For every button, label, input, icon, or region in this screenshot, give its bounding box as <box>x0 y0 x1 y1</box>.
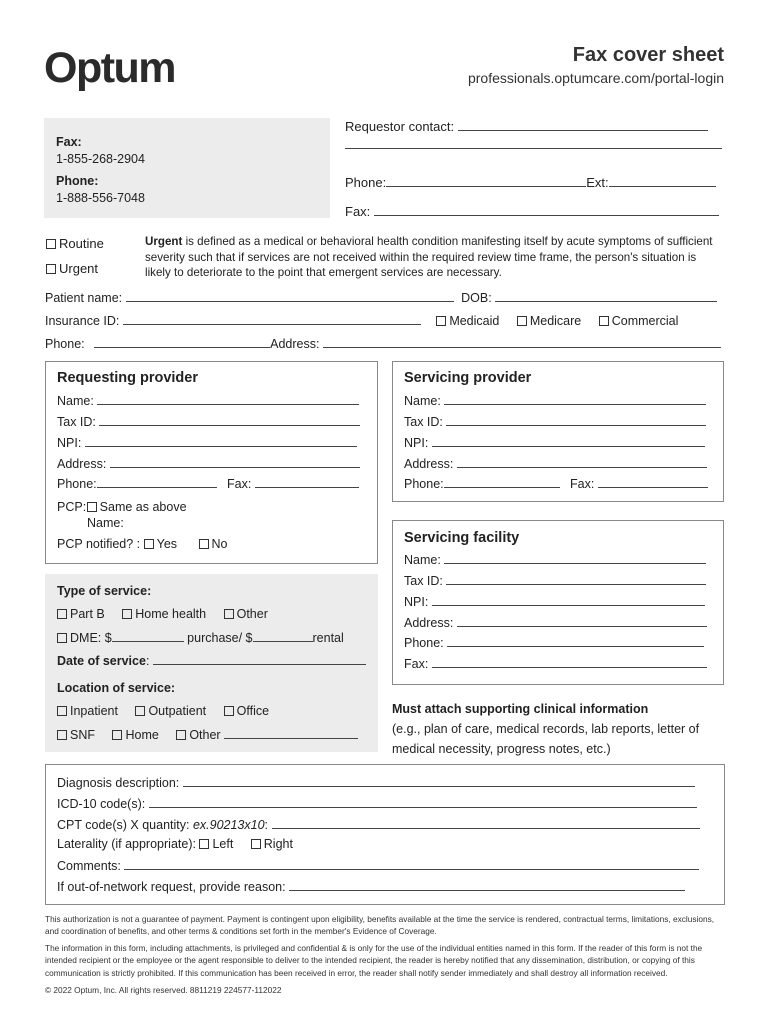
phone-number: 1-888-556-7048 <box>56 191 145 205</box>
pcp-name-label: Name: <box>87 516 124 530</box>
requestor-contact-label: Requestor contact: <box>345 119 455 134</box>
pcp-yes-option[interactable]: Yes <box>144 537 177 551</box>
servicing-facility-heading: Servicing facility <box>404 530 520 546</box>
rp-address-field[interactable] <box>110 456 360 468</box>
home-option[interactable]: Home <box>112 728 158 742</box>
other-location-field[interactable] <box>224 727 358 739</box>
sf-taxid-label: Tax ID: <box>404 574 443 588</box>
patient-name-field[interactable] <box>126 290 454 302</box>
laterality-left-option[interactable]: Left <box>199 837 233 851</box>
comments-label: Comments: <box>57 859 121 873</box>
purchase-label: purchase/ $ <box>187 631 253 645</box>
page-title: Fax cover sheet <box>572 44 724 66</box>
patient-address-label: Address: <box>270 337 320 351</box>
rp-fax-field[interactable] <box>255 476 359 488</box>
rp-name-field[interactable] <box>97 393 359 405</box>
sf-address-label: Address: <box>404 616 454 630</box>
sp-name-field[interactable] <box>444 393 706 405</box>
rp-phone-field[interactable] <box>97 476 217 488</box>
sf-taxid-field[interactable] <box>446 573 706 585</box>
sf-fax-label: Fax: <box>404 657 429 671</box>
other-service-option[interactable]: Other <box>224 607 268 621</box>
sf-fax-field[interactable] <box>432 656 707 668</box>
sp-name-label: Name: <box>404 394 441 408</box>
dme-label: DME: $ <box>70 631 112 645</box>
oon-label: If out-of-network request, provide reason: <box>57 880 286 894</box>
location-of-service-heading: Location of service: <box>57 681 176 695</box>
commercial-checkbox[interactable] <box>599 316 609 326</box>
pcp-no-checkbox[interactable] <box>199 539 209 549</box>
servicing-provider-heading: Servicing provider <box>404 370 532 386</box>
requestor-phone-field[interactable] <box>386 175 586 187</box>
urgent-checkbox[interactable] <box>46 264 56 274</box>
other-service-checkbox[interactable] <box>224 609 234 619</box>
footer-disclaimer-1: This authorization is not a guarantee of payment. Payment is contingent upon eligibility, benefits available at the time the service is rendered, contractual terms, limitations, exclusions, and coordination of benefits, and other terms & conditions set forth in the member's Evidence of Coverage. <box>45 914 715 937</box>
outpatient-checkbox[interactable] <box>135 706 145 716</box>
date-of-service-field[interactable] <box>153 653 366 665</box>
requestor-contact-line2[interactable] <box>345 148 722 149</box>
diagnosis-field[interactable] <box>183 775 695 787</box>
pcp-same-option[interactable]: Same as above <box>90 500 187 514</box>
sf-address-field[interactable] <box>457 615 707 627</box>
rp-taxid-label: Tax ID: <box>57 415 96 429</box>
patient-phone-field[interactable] <box>94 336 270 348</box>
patient-phone-label: Phone: <box>45 337 85 351</box>
laterality-label: Laterality (if appropriate): <box>57 837 196 851</box>
snf-checkbox[interactable] <box>57 730 67 740</box>
fax-number: 1-855-268-2904 <box>56 152 145 166</box>
requestor-ext-label: Ext: <box>586 175 609 190</box>
inpatient-option[interactable]: Inpatient <box>57 704 118 718</box>
requestor-ext-field[interactable] <box>609 175 716 187</box>
sf-phone-field[interactable] <box>447 635 704 647</box>
oon-field[interactable] <box>289 879 685 891</box>
rp-phone-label: Phone: <box>57 477 97 491</box>
pcp-yes-checkbox[interactable] <box>144 539 154 549</box>
pcp-no-option[interactable]: No <box>199 537 228 551</box>
sp-phone-label: Phone: <box>404 477 444 491</box>
pcp-label: PCP: <box>57 500 87 514</box>
cpt-example: ex.90213x10 <box>192 818 265 832</box>
laterality-right-checkbox[interactable] <box>251 839 261 849</box>
laterality-right-option[interactable]: Right <box>251 837 293 851</box>
comments-field[interactable] <box>124 858 699 870</box>
office-checkbox[interactable] <box>224 706 234 716</box>
dob-field[interactable] <box>495 290 717 302</box>
date-of-service-heading: Date of service <box>57 654 146 668</box>
other-location-option[interactable]: Other <box>176 728 220 742</box>
urgent-definition: Urgent is defined as a medical or behavioral health condition manifesting itself by acute symptoms of sufficient severity such that if services are not received within the required review time frame, the person's situation is likely to deteriorate to the point that emergent services are necessary. <box>145 235 713 279</box>
attach-note: Must attach supporting clinical information (e.g., plan of care, medical records, lab reports, letter of medical necessity, progress notes, etc.) <box>392 702 700 756</box>
home-health-option[interactable]: Home health <box>122 607 206 621</box>
inpatient-checkbox[interactable] <box>57 706 67 716</box>
medicaid-checkbox[interactable] <box>436 316 446 326</box>
sf-name-label: Name: <box>404 553 441 567</box>
home-health-checkbox[interactable] <box>122 609 132 619</box>
sf-npi-field[interactable] <box>432 594 705 606</box>
medicare-option[interactable]: Medicare <box>517 314 581 328</box>
urgent-label: Urgent <box>59 261 99 276</box>
patient-name-label: Patient name: <box>45 291 123 305</box>
office-option[interactable]: Office <box>224 704 269 718</box>
sp-fax-label: Fax: <box>570 477 595 491</box>
icd10-field[interactable] <box>149 796 697 808</box>
optum-logo: Optum <box>44 44 176 92</box>
rp-fax-label: Fax: <box>227 477 252 491</box>
sp-npi-field[interactable] <box>432 435 705 447</box>
medicaid-option[interactable]: Medicaid <box>436 314 499 328</box>
rp-taxid-field[interactable] <box>99 414 360 426</box>
insurance-id-field[interactable] <box>123 313 421 325</box>
sp-address-label: Address: <box>404 457 454 471</box>
dob-label: DOB: <box>461 291 492 305</box>
sf-name-field[interactable] <box>444 552 706 564</box>
sf-npi-label: NPI: <box>404 595 429 609</box>
rp-npi-label: NPI: <box>57 436 82 450</box>
rp-name-label: Name: <box>57 394 94 408</box>
fax-label: Fax: <box>56 135 82 149</box>
laterality-left-checkbox[interactable] <box>199 839 209 849</box>
portal-url[interactable]: professionals.optumcare.com/portal-login <box>467 70 724 86</box>
requestor-fax-label: Fax: <box>345 204 371 219</box>
sp-fax-field[interactable] <box>598 476 708 488</box>
other-location-checkbox[interactable] <box>176 730 186 740</box>
dme-checkbox[interactable] <box>57 633 67 643</box>
type-of-service-heading: Type of service: <box>57 584 152 598</box>
outpatient-option[interactable]: Outpatient <box>135 704 206 718</box>
urgent-option[interactable] <box>46 261 98 276</box>
footer-disclaimer-2: The information in this form, including attachments, is privileged and confidential & is only for the use of the individual entities named in this form. If the reader of this form is not the intended recipient or the employee or the agent responsible to deliver to the intended recipient, the reader is hereby notified that any dissemination, distribution, or copying of this communication is strictly prohibited. If this communication has been received in error, the reader shall notify sender immediately and shall destroy all information received. <box>45 943 703 978</box>
diagnosis-label: Diagnosis description: <box>57 776 180 790</box>
commercial-option[interactable]: Commercial <box>599 314 679 328</box>
pcp-notified-label: PCP notified? : <box>57 537 141 551</box>
home-checkbox[interactable] <box>112 730 122 740</box>
pcp-same-checkbox[interactable] <box>87 502 97 512</box>
routine-checkbox[interactable] <box>46 239 56 249</box>
dme-purchase-field[interactable] <box>112 630 184 642</box>
sf-phone-label: Phone: <box>404 636 444 650</box>
rental-label: rental <box>312 631 344 645</box>
cpt-field[interactable] <box>272 817 700 829</box>
sp-phone-field[interactable] <box>444 476 560 488</box>
dme-rental-field[interactable] <box>253 630 313 642</box>
part-b-checkbox[interactable] <box>57 609 67 619</box>
icd10-label: ICD-10 code(s): <box>57 797 146 811</box>
part-b-option[interactable]: Part B <box>57 607 105 621</box>
rp-address-label: Address: <box>57 457 107 471</box>
insurance-id-label: Insurance ID: <box>45 314 120 328</box>
requestor-fax-field[interactable] <box>374 204 719 216</box>
requestor-contact-field[interactable] <box>458 119 708 131</box>
sp-taxid-field[interactable] <box>446 414 706 426</box>
sp-npi-label: NPI: <box>404 436 429 450</box>
rp-npi-field[interactable] <box>85 435 357 447</box>
requestor-phone-label: Phone: <box>345 175 387 190</box>
patient-address-field[interactable] <box>323 336 721 348</box>
medicare-checkbox[interactable] <box>517 316 527 326</box>
requesting-provider-heading: Requesting provider <box>57 370 198 386</box>
cpt-label: CPT code(s) X quantity: <box>57 818 190 832</box>
sp-taxid-label: Tax ID: <box>404 415 443 429</box>
routine-option[interactable] <box>46 236 104 251</box>
phone-label: Phone: <box>56 174 99 188</box>
routine-label: Routine <box>59 236 104 251</box>
snf-option[interactable]: SNF <box>57 728 95 742</box>
sp-address-field[interactable] <box>457 456 707 468</box>
footer-copyright: © 2022 Optum, Inc. All rights reserved. 8811219 224577-112022 <box>45 985 282 995</box>
